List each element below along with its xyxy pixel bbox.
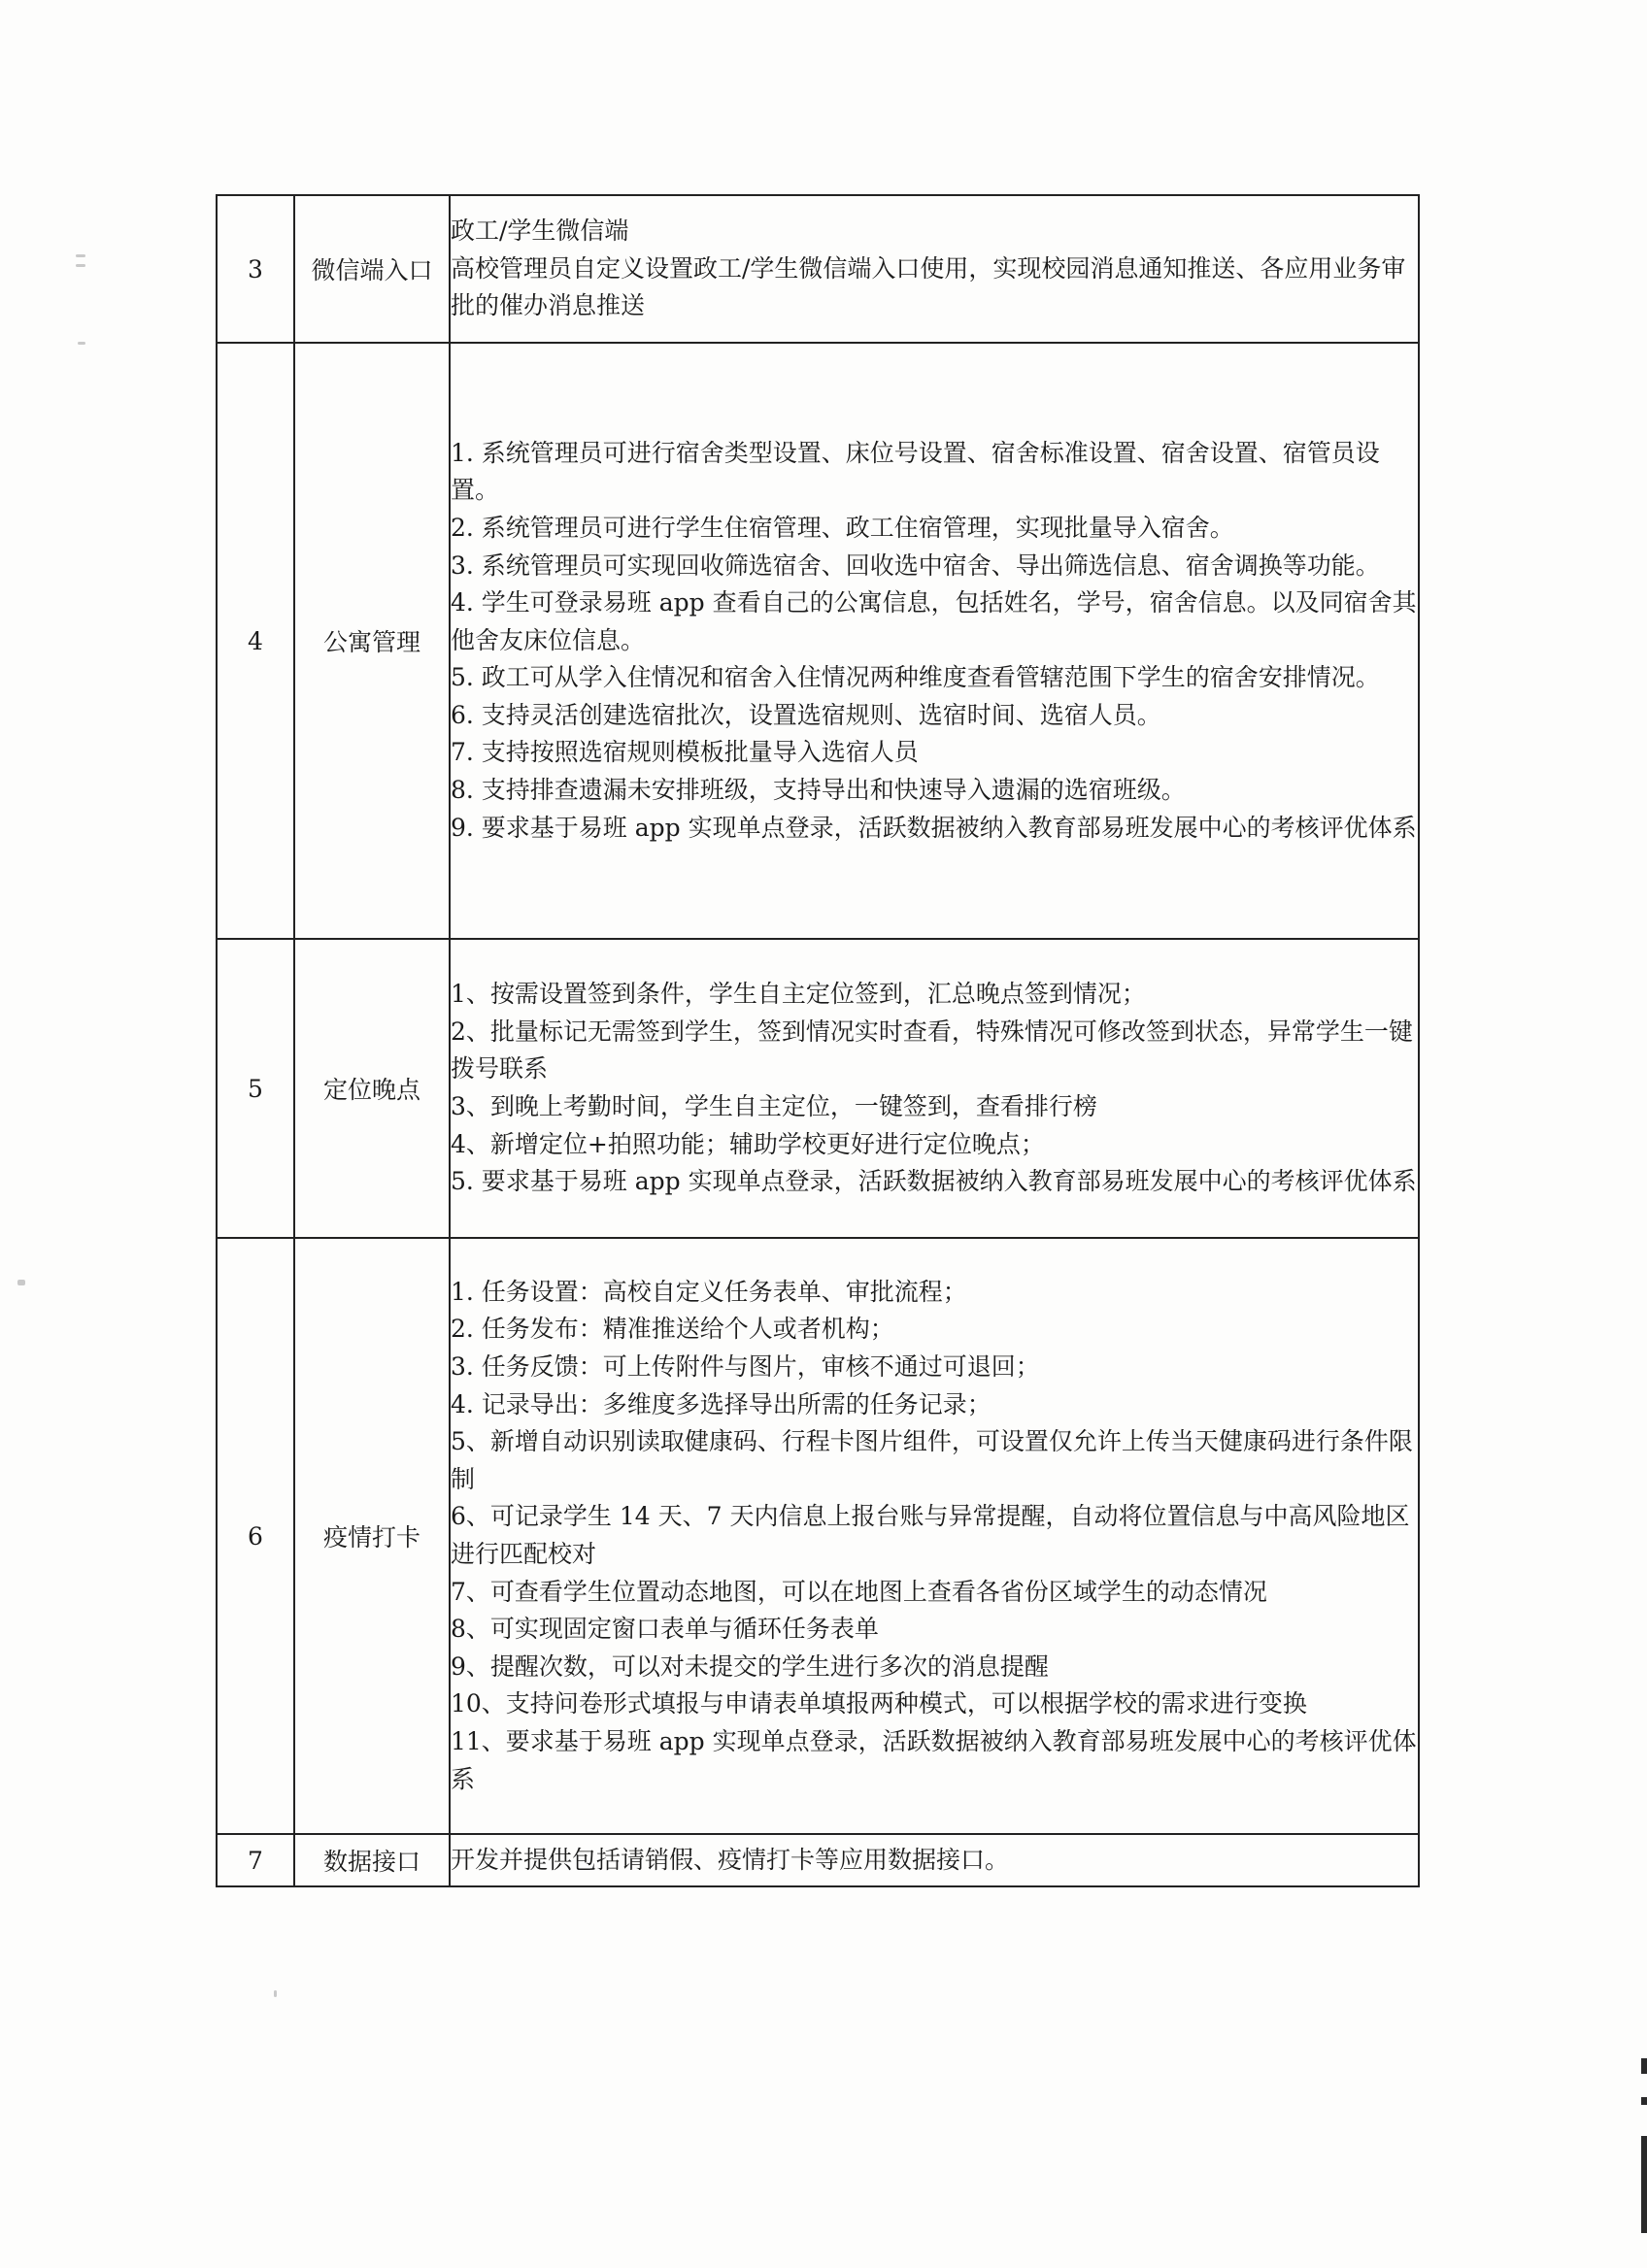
scan-speck bbox=[274, 1990, 277, 1997]
description-line: 高校管理员自定义设置政工/学生微信端入口使用，实现校园消息通知推送、各应用业务审批的催办消息推送 bbox=[451, 253, 1406, 320]
scan-speck bbox=[78, 342, 85, 345]
description-line: 4. 记录导出：多维度多选择导出所需的任务记录； bbox=[451, 1389, 992, 1418]
row-number: 7 bbox=[217, 1834, 294, 1886]
table-row bbox=[217, 1834, 1419, 1886]
scan-edge-mark bbox=[1641, 2136, 1647, 2233]
description-line: 7. 支持按照选宿规则模板批量导入选宿人员 bbox=[451, 738, 919, 767]
scan-edge-mark bbox=[1641, 2058, 1647, 2074]
module-name: 数据接口 bbox=[294, 1834, 450, 1886]
table-row bbox=[217, 195, 1419, 343]
table-row bbox=[217, 343, 1419, 939]
table-row bbox=[217, 1238, 1419, 1834]
description-line: 政工/学生微信端 bbox=[451, 217, 629, 246]
module-description bbox=[450, 1834, 1419, 1886]
description-line: 3、到晚上考勤时间，学生自主定位，一键签到，查看排行榜 bbox=[451, 1092, 1097, 1120]
module-description bbox=[450, 343, 1419, 939]
description-line: 9、提醒次数，可以对未提交的学生进行多次的消息提醒 bbox=[451, 1651, 1049, 1681]
row-number: 4 bbox=[217, 343, 294, 939]
description-line: 8. 支持排查遗漏未安排班级，支持导出和快速导入遗漏的选宿班级。 bbox=[451, 776, 1186, 805]
description-line: 10、支持问卷形式填报与申请表单填报两种模式，可以根据学校的需求进行变换 bbox=[451, 1689, 1307, 1718]
module-name: 定位晚点 bbox=[294, 939, 450, 1238]
requirements-table bbox=[216, 194, 1420, 1887]
description-line: 4. 学生可登录易班 app 查看自己的公寓信息，包括姓名，学号，宿舍信息。以及同宿舍其他舍友床位信息。 bbox=[451, 588, 1417, 654]
description-line: 2. 任务发布：精准推送给个人或者机构； bbox=[451, 1315, 894, 1344]
row-number: 5 bbox=[217, 939, 294, 1238]
description-line: 6. 支持灵活创建选宿批次，设置选宿规则、选宿时间、选宿人员。 bbox=[451, 700, 1161, 729]
description-line: 3. 任务反馈：可上传附件与图片，审核不通过可退回； bbox=[451, 1352, 1040, 1382]
module-name: 微信端入口 bbox=[294, 195, 450, 343]
module-name: 公寓管理 bbox=[294, 343, 450, 939]
table-row bbox=[217, 939, 1419, 1238]
description-line: 3. 系统管理员可实现回收筛选宿舍、回收选中宿舍、导出筛选信息、宿舍调换等功能。 bbox=[451, 550, 1380, 580]
module-description bbox=[450, 1238, 1419, 1834]
description-line: 1. 系统管理员可进行宿舍类型设置、床位号设置、宿舍标准设置、宿舍设置、宿管员设置。 bbox=[451, 438, 1380, 505]
scan-speck bbox=[76, 264, 85, 267]
row-number: 3 bbox=[217, 195, 294, 343]
description-line: 1、按需设置签到条件，学生自主定位签到，汇总晚点签到情况； bbox=[451, 980, 1146, 1009]
description-line: 4、新增定位+拍照功能；辅助学校更好进行定位晚点； bbox=[451, 1129, 1045, 1158]
description-line: 5. 要求基于易班 app 实现单点登录，活跃数据被纳入教育部易班发展中心的考核评优体系 bbox=[451, 1167, 1417, 1196]
module-description bbox=[450, 939, 1419, 1238]
scan-speck bbox=[76, 254, 85, 257]
description-line: 1. 任务设置：高校自定义任务表单、审批流程； bbox=[451, 1277, 967, 1306]
description-line: 8、可实现固定窗口表单与循环任务表单 bbox=[451, 1615, 879, 1644]
description-line: 开发并提供包括请销假、疫情打卡等应用数据接口。 bbox=[451, 1845, 1010, 1874]
description-line: 2、批量标记无需签到学生，签到情况实时查看，特殊情况可修改签到状态，异常学生一键拨号联系 bbox=[451, 1017, 1413, 1084]
description-line: 5、新增自动识别读取健康码、行程卡图片组件，可设置仅允许上传当天健康码进行条件限制 bbox=[451, 1427, 1413, 1493]
scan-speck bbox=[17, 1280, 25, 1285]
description-line: 5. 政工可从学入住情况和宿舍入住情况两种维度查看管辖范围下学生的宿舍安排情况。 bbox=[451, 663, 1380, 692]
requirements-table-body bbox=[217, 195, 1419, 1886]
description-line: 2. 系统管理员可进行学生住宿管理、政工住宿管理，实现批量导入宿舍。 bbox=[451, 513, 1234, 542]
description-line: 11、要求基于易班 app 实现单点登录，活跃数据被纳入教育部易班发展中心的考核评优体系 bbox=[451, 1726, 1417, 1793]
module-name: 疫情打卡 bbox=[294, 1238, 450, 1834]
description-line: 9. 要求基于易班 app 实现单点登录，活跃数据被纳入教育部易班发展中心的考核评优体系 bbox=[451, 813, 1417, 842]
description-line: 6、可记录学生 14 天、7 天内信息上报台账与异常提醒，自动将位置信息与中高风险地区进行匹配校对 bbox=[451, 1502, 1410, 1568]
module-description bbox=[450, 195, 1419, 343]
scan-edge-mark bbox=[1641, 2097, 1647, 2105]
row-number: 6 bbox=[217, 1238, 294, 1834]
description-line: 7、可查看学生位置动态地图，可以在地图上查看各省份区域学生的动态情况 bbox=[451, 1577, 1267, 1606]
